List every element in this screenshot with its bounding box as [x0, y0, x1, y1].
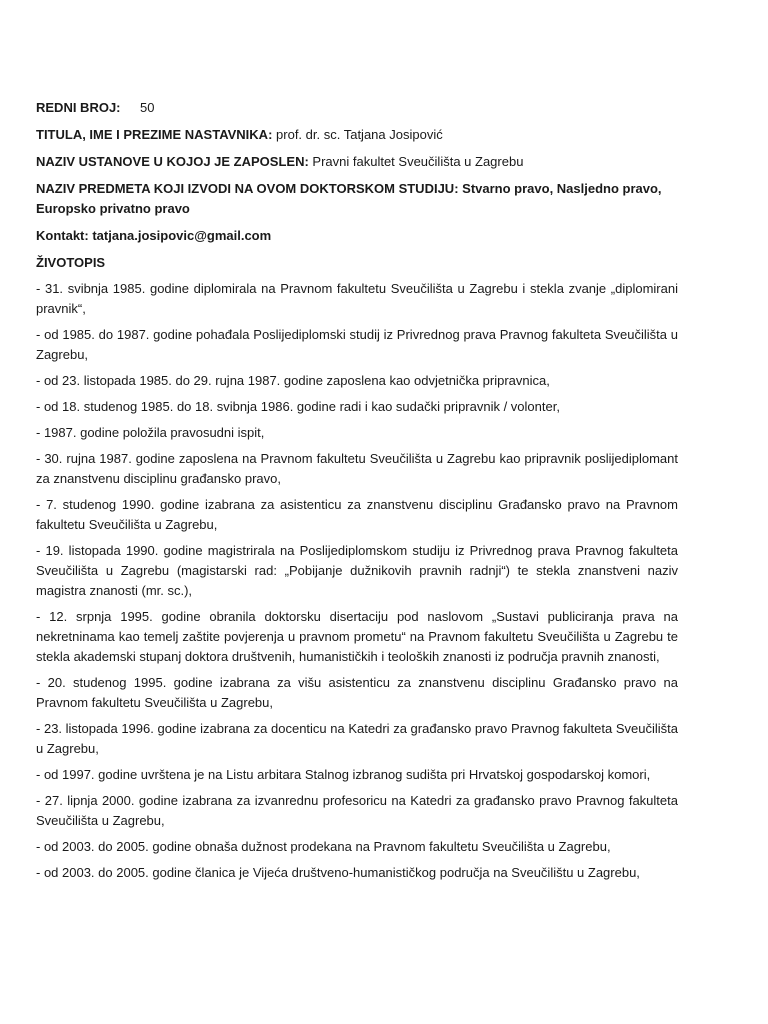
- ustanova-label: NAZIV USTANOVE U KOJOJ JE ZAPOSLEN:: [36, 154, 309, 169]
- titula-line: [36, 125, 678, 145]
- predmet-line: [36, 179, 678, 219]
- cv-entry: - od 1985. do 1987. godine pohađala Poslijediplomski studij iz Privrednog prava Pravnog fakulteta Sveučilišta u Zagrebu,: [36, 327, 678, 362]
- predmet-value: Stvarno pravo, Nasljedno pravo, Europsko privatno pravo: [36, 181, 662, 216]
- cv-entry: - 19. listopada 1990. godine magistrirala na Poslijediplomskom studiju iz Privrednog prava Pravnog fakulteta Sveučilišta u Zagrebu (magistarski rad: „Pobijanje dužnikovih pravnih radnji“) te stekla znanstveni naziv magistra znanosti (mr. sc.),: [36, 543, 678, 598]
- cv-entry: - 1987. godine položila pravosudni ispit,: [36, 425, 265, 440]
- titula-label: TITULA, IME I PREZIME NASTAVNIKA:: [36, 127, 273, 142]
- cv-entry: - od 1997. godine uvrštena je na Listu arbitara Stalnog izbranog sudišta pri Hrvatskoj gospodarskoj komori,: [36, 767, 651, 782]
- ustanova-value: Pravni fakultet Sveučilišta u Zagrebu: [312, 154, 524, 169]
- kontakt-label: Kontakt:: [36, 228, 89, 243]
- cv-entry: - od 2003. do 2005. godine obnaša dužnost prodekana na Pravnom fakultetu Sveučilišta u Zagrebu,: [36, 839, 611, 854]
- redni-broj-value: 50: [140, 100, 155, 115]
- redni-broj-line: [36, 98, 678, 118]
- cv-entry: - 12. srpnja 1995. godine obranila doktorsku disertaciju pod naslovom „Sustavi publiciranja prava na nekretninama kao temelj zaštite povjerenja u pravnom prometu“ na Pravnom fakultetu Sveučilišta u Zagrebu te stekla akademski stupanj doktora društvenih, humanističkih i teoloških znanosti iz područja pravnih znanosti,: [36, 609, 678, 664]
- ustanova-line: [36, 152, 678, 172]
- cv-entry: - od 23. listopada 1985. do 29. rujna 1987. godine zaposlena kao odvjetnička pripravnica,: [36, 373, 550, 388]
- predmet-label: NAZIV PREDMETA KOJI IZVODI NA OVOM DOKTORSKOM STUDIJU:: [36, 181, 459, 196]
- cv-entry: - 23. listopada 1996. godine izabrana za docenticu na Katedri za građansko pravo Pravnog fakulteta Sveučilišta u Zagrebu,: [36, 721, 678, 756]
- titula-value: prof. dr. sc. Tatjana Josipović: [276, 127, 443, 142]
- kontakt-value: tatjana.josipovic@gmail.com: [92, 228, 272, 243]
- cv-entry: - 7. studenog 1990. godine izabrana za asistenticu za znanstvenu disciplinu Građansko pravo na Pravnom fakultetu Sveučilišta u Zagrebu,: [36, 497, 678, 532]
- redni-broj-label: REDNI BROJ:: [36, 100, 121, 115]
- cv-entry: - 30. rujna 1987. godine zaposlena na Pravnom fakultetu Sveučilišta u Zagrebu kao pripravnik poslijediplomant za znanstvenu disciplinu građansko pravo,: [36, 451, 678, 486]
- cv-entry: - 20. studenog 1995. godine izabrana za višu asistenticu za znanstvenu disciplinu Građansko pravo na Pravnom fakultetu Sveučilišta u Zagrebu,: [36, 675, 678, 710]
- cv-entry: - od 2003. do 2005. godine članica je Vijeća društveno-humanističkog područja na Sveučilištu u Zagrebu,: [36, 865, 640, 880]
- zivotopis-heading: ŽIVOTOPIS: [36, 255, 106, 270]
- cv-entry: - od 18. studenog 1985. do 18. svibnja 1986. godine radi i kao sudački pripravnik / volonter,: [36, 399, 560, 414]
- document-content: [36, 98, 678, 889]
- cv-entry: - 27. lipnja 2000. godine izabrana za izvanrednu profesoricu na Katedri za građansko pravo Pravnog fakulteta Sveučilišta u Zagrebu,: [36, 793, 678, 828]
- cv-entry: - 31. svibnja 1985. godine diplomirala na Pravnom fakultetu Sveučilišta u Zagrebu i stekla zvanje „diplomirani pravnik“,: [36, 281, 678, 316]
- cv-entries: [36, 279, 678, 883]
- kontakt-line: [36, 226, 678, 246]
